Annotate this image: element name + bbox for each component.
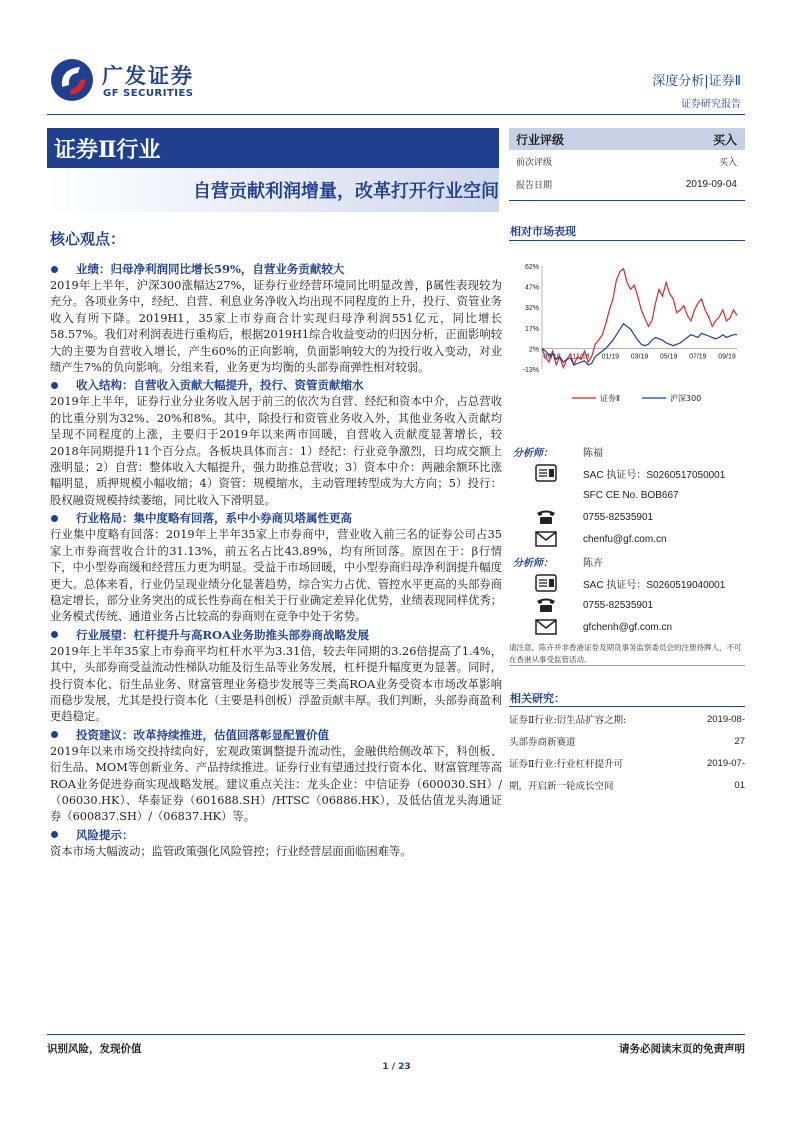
report-type: 深度分析|证券Ⅱ: [652, 74, 741, 89]
prev-rating-label: 前次评级: [516, 158, 553, 168]
analyst-1-sac-row: [509, 462, 745, 484]
x-tick-label: 09/18: [543, 353, 561, 361]
related-title: 相关研究：: [510, 692, 565, 705]
y-tick-label: 47%: [524, 284, 539, 292]
page-number: 1 / 23: [382, 1062, 411, 1072]
prev-rating-value: 买入: [718, 158, 737, 168]
logo-text-en: GF SECURITIES: [103, 88, 194, 99]
analyst-1-sfc-row: [509, 484, 745, 506]
analyst-2-sac: SAC 执证号：S0260519040001: [583, 579, 726, 591]
analyst-1-email-row: [509, 528, 745, 550]
report-date-value: 2019-09-04: [685, 179, 737, 190]
analyst-1-name: 陈福: [583, 447, 603, 459]
section-heading: 投资建议：改革持续推进，估值回落彰显配置价值: [50, 726, 502, 744]
headline: 自营贡献利润增量，改革打开行业空间: [193, 181, 499, 202]
relative-performance-chart: [512, 256, 742, 412]
related-item[interactable]: 期，开启新一轮成长空间 01: [509, 779, 745, 792]
analyst-1-email[interactable]: chenfu@gf.com.cn: [583, 533, 667, 545]
core-section: [50, 626, 502, 726]
analyst-2-label: 分析师：: [513, 557, 553, 569]
section-heading: 行业格局：集中度略有回落，系中小券商贝塔属性更高: [50, 509, 502, 527]
prev-rating-row: [509, 150, 745, 173]
section-heading: 业绩：归母净利润同比增长59%，自营业务贡献较大: [50, 260, 502, 278]
analyst-1-phone: 0755-82535901: [583, 511, 654, 523]
section-body: 2019年上半年35家上市券商平均杠杆水平为3.31倍，较去年同期的3.26倍提高了1.4%，其中，头部券商受益流动性梯队功能及衍生品等业务发展，杠杆提升幅度更为显著。同时，投行资本化、衍生品业务、财富管理业务稳步发展等三类高ROA业务受资本市场改革影响而稳步发展，尤其是投行资本化（主要是科创板）浮盈贡献丰厚。我们判断，头部券商盈利更趋稳定。: [50, 644, 502, 724]
analyst-2-row: [509, 550, 745, 572]
y-tick-label: 2%: [528, 346, 539, 354]
analyst-1-sac: SAC 执证号：S0260517050001: [583, 469, 726, 481]
analyst-2-email[interactable]: gfchenh@gf.com.cn: [583, 621, 673, 633]
id-card-icon: [509, 574, 583, 592]
rating-header: [509, 128, 745, 150]
section-body: 行业集中度略有回落：2019年上半年35家上市券商中，营业收入前三名的证券公司占35家上市券商营收合计的31.13%，前五名占比43.89%，均有所回落。原因在于：β行情下，中小型券商缓和经营压力更为明显。受益于市场回暖，中小型券商归母净利润提升幅度更大。总体来看，行业仍呈现业绩分化显著趋势，综合实力占优、管控水平更高的头部券商稳定增长，部分业务突出的成长性券商在相关于行业确定差异化优势，业绩表现同样优秀；业务模式传统、通道业务占比较高的券商则在竞争中处于劣势。: [50, 528, 502, 624]
analyst-2-phone: 0755-82535901: [583, 599, 654, 611]
email-icon: [509, 531, 583, 547]
email-icon: [509, 619, 583, 635]
id-card-icon: [509, 464, 583, 482]
x-tick-label: 03/19: [630, 353, 649, 361]
related-divider: [509, 706, 745, 707]
logo-text-cn: 广发证券: [102, 64, 194, 88]
rating-label: 行业评级: [516, 133, 565, 147]
core-section: [50, 260, 502, 376]
analysts-block: [509, 440, 745, 666]
header-divider: [47, 114, 745, 115]
bullet-icon: [51, 731, 58, 738]
section-heading: 收入结构：自营收入贡献大幅提升，投行、资管贡献缩水: [50, 376, 502, 394]
report-date-row: [509, 173, 745, 196]
x-tick-label: 09/19: [718, 353, 736, 361]
bullet-icon: [51, 831, 58, 838]
y-tick-label: 32%: [524, 305, 539, 313]
report-subtitle: 证券研究报告: [681, 99, 741, 110]
chart-title: 相对市场表现: [510, 225, 576, 238]
x-tick-label: 05/19: [659, 353, 678, 361]
analyst-1-row: [509, 440, 745, 462]
bullet-icon: [51, 266, 58, 273]
core-content: [50, 260, 502, 860]
analyst-note: 请注意，陈卉并非香港证券及期货事务监察委员会的注册持牌人，不可在香港从事受监管活动。: [509, 643, 742, 664]
footer-disclaimer-link[interactable]: 请务必阅读末页的免责声明: [619, 1043, 745, 1055]
x-tick-label: 01/19: [601, 353, 620, 361]
y-tick-label: 17%: [524, 325, 539, 333]
section-body: 2019年上半年，沪深300涨幅达27%，证券行业经营环境同比明显改善，β属性表现较为充分。各项业务中，经纪、自营、利息业务净收入均出现不同程度的上升，投行、资管业务收入有所下降。2019H1，35家上市券商合计实现归母净利润551亿元，同比增长58.57%。我们对利润表进行重构后，根据2019H1综合收益变动的归因分析，正面影响较大的主要为自营收入增长，产生60%的正向影响，负面影响较大的为投行收入变动，对业绩产生7%的负向影响。分组来看，业务更为均衡的头部券商弹性相对较弱。: [50, 279, 502, 375]
core-section: [50, 826, 502, 860]
section-body: 资本市场大幅波动；监管政策强化风险管控；行业经营层面面临困难等。: [50, 844, 412, 858]
related-item[interactable]: 证券Ⅱ行业:行业杠杆提升可 2019-07-: [509, 757, 745, 770]
analyst-divider: [509, 665, 745, 666]
related-list: [509, 708, 745, 796]
related-item[interactable]: 证券Ⅱ行业:衍生品扩容之期: 2019-08-: [509, 713, 745, 726]
legend-label: 证券Ⅱ: [600, 394, 620, 403]
legend-label: 沪深300: [670, 394, 702, 403]
analyst-2-phone-row: [509, 594, 745, 616]
analyst-2-name: 陈卉: [583, 557, 603, 569]
chart-divider: [509, 240, 745, 241]
analyst-1-label: 分析师：: [513, 447, 553, 459]
footer-divider: [47, 1034, 745, 1035]
section-body: 2019年以来市场交投持续向好，宏观政策调整提升流动性，金融供给侧改革下，科创板、衍生品、MOM等创新业务、产品持续推进。证券行业有望通过投行资本化、财富管理等高ROA业务促进券商实现战略发展。建议重点关注：龙头企业：中信证券（600030.SH）/（06030.HK）、华泰证券（601688.SH）/HTSC（06886.HK），及低估值龙头海通证券（600837.SH）/（06837.HK）等。: [50, 744, 502, 824]
y-tick-label: 62%: [524, 264, 539, 271]
rating-box: [509, 128, 745, 196]
related-item[interactable]: 头部券商新赛道 27: [509, 735, 745, 748]
footer-slogan: 识别风险，发现价值: [47, 1043, 142, 1055]
analyst-2-email-row: [509, 616, 745, 638]
analyst-1-phone-row: [509, 506, 745, 528]
y-tick-label: -13%: [522, 367, 539, 374]
core-section: [50, 509, 502, 625]
sector-title: 证券Ⅱ行业: [54, 137, 161, 163]
x-tick-label: 07/19: [689, 353, 707, 361]
core-section: [50, 726, 502, 826]
bullet-icon: [51, 382, 58, 389]
rating-value: 买入: [712, 133, 737, 147]
x-tick-label: 11/18: [572, 353, 590, 361]
section-heading: 行业展望：杠杆提升与高ROA业务助推头部券商战略发展: [50, 626, 502, 644]
phone-icon: [509, 508, 583, 526]
section-heading: 风险提示：: [50, 826, 502, 844]
core-section: [50, 376, 502, 509]
analyst-2-sac-row: [509, 572, 745, 594]
phone-icon: [509, 596, 583, 614]
bullet-icon: [51, 515, 58, 522]
analyst-1-sfc: SFC CE No. BOB667: [583, 489, 679, 501]
core-title: 核心观点：: [50, 230, 126, 248]
bullet-icon: [51, 631, 58, 638]
report-date-label: 报告日期: [516, 181, 553, 191]
section-body: 2019年上半年，证券行业分业务收入居于前三的依次为自营、经纪和资本中介，占总营收的比重分别为32%、20%和8%。其中，除投行和资管业务收入外，其他业务收入贡献均呈现不同程度的上涨，主要归于2019年以来两市回暖，自营收入贡献度显著增长，较2018年同期提升11个百分点。各板块具体而言：1）经纪：行业竞争激烈，日均成交额上涨明显；2）自营：整体收入大幅提升，强力助推总营收；3）资本中介：两融余额环比涨幅明显，质押规模小幅收缩；4）资管：规模缩水，主动管理转型成为大方向；5）投行：股权融资规模持续萎缩，同比收入下滑明显。: [50, 395, 502, 507]
rating-divider: [509, 200, 745, 201]
